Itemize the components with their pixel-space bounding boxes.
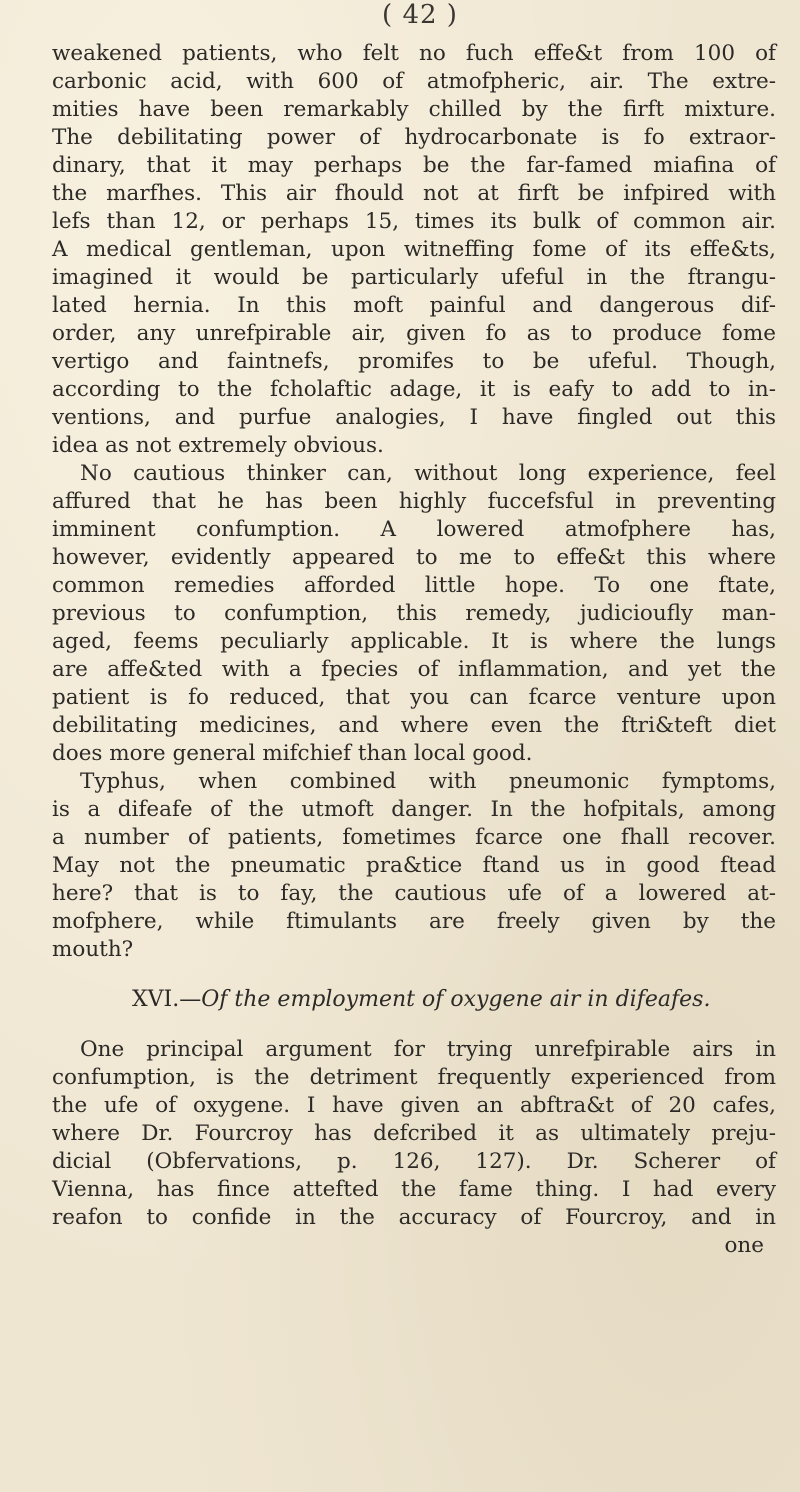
text-line: common remedies afforded little hope. To one ftate, bbox=[52, 573, 776, 598]
text-line: where Dr. Fourcroy has defcribed it as ultimately preju- bbox=[52, 1121, 776, 1146]
section-number: XVI. bbox=[132, 987, 180, 1012]
text-line: does more general mifchief than local good. bbox=[52, 741, 533, 766]
text-line: however, evidently appeared to me to effe&t this where bbox=[52, 545, 776, 570]
paragraph-start-line: No cautious thinker can, without long experience, feel bbox=[80, 461, 776, 486]
text-line: mouth? bbox=[52, 937, 134, 962]
text-line: mities have been remarkably chilled by the firft mixture. bbox=[52, 97, 776, 122]
text-line: debilitating medicines, and where even the ftri&teft diet bbox=[52, 713, 776, 738]
text-line: dicial (Obfervations, p. 126, 127). Dr. Scherer of bbox=[52, 1149, 776, 1174]
page-number: ( 42 ) bbox=[382, 0, 458, 30]
text-line: vertigo and faintnefs, promifes to be ufeful. Though, bbox=[52, 349, 776, 374]
text-line: mofphere, while ftimulants are freely given by the bbox=[52, 909, 776, 934]
text-line: carbonic acid, with 600 of atmofpheric, air. The extre- bbox=[52, 69, 776, 94]
text-line: affured that he has been highly fuccefsful in preventing bbox=[52, 489, 776, 514]
text-line: dinary, that it may perhaps be the far-famed miafina of bbox=[52, 153, 776, 178]
text-line: lefs than 12, or perhaps 15, times its bulk of common air. bbox=[52, 209, 776, 234]
text-line: May not the pneumatic pra&tice ftand us in good ftead bbox=[52, 853, 776, 878]
text-line: order, any unrefpirable air, given fo as to produce fome bbox=[52, 321, 776, 346]
catchword: one bbox=[724, 1233, 764, 1258]
paragraph-start-line: One principal argument for trying unrefpirable airs in bbox=[80, 1037, 776, 1062]
text-line: imagined it would be particularly ufeful in the ftrangu- bbox=[52, 265, 776, 290]
section-heading: XVI.—Of the employment of oxygene air in difeafes. bbox=[132, 987, 711, 1012]
text-line: patient is fo reduced, that you can fcarce venture upon bbox=[52, 685, 776, 710]
text-line: A medical gentleman, upon witneffing fome of its effe&ts, bbox=[52, 237, 776, 262]
paragraph-start-line: Typhus, when combined with pneumonic fymptoms, bbox=[80, 769, 776, 794]
text-line: idea as not extremely obvious. bbox=[52, 433, 384, 458]
text-line: lated hernia. In this moft painful and dangerous dif- bbox=[52, 293, 776, 318]
text-line: here? that is to fay, the cautious ufe of a lowered at- bbox=[52, 881, 776, 906]
text-line: the ufe of oxygene. I have given an abftra&t of 20 cafes, bbox=[52, 1093, 776, 1118]
text-line: previous to confumption, this remedy, judicioufly man- bbox=[52, 601, 776, 626]
text-line: aged, feems peculiarly applicable. It is where the lungs bbox=[52, 629, 776, 654]
text-line: are affe&ted with a fpecies of inflammation, and yet the bbox=[52, 657, 776, 682]
text-line: imminent confumption. A lowered atmofphere has, bbox=[52, 517, 776, 542]
text-line: Vienna, has fince attefted the fame thing. I had every bbox=[52, 1177, 776, 1202]
section-gap bbox=[52, 1020, 776, 1036]
text-line: confumption, is the detriment frequently experienced from bbox=[52, 1065, 776, 1090]
text-line: is a difeafe of the utmoft danger. In the hofpitals, among bbox=[52, 797, 776, 822]
text-line: the marfhes. This air fhould not at firft be infpired with bbox=[52, 181, 776, 206]
text-line: a number of patients, fometimes fcarce one fhall recover. bbox=[52, 825, 776, 850]
text-line: The debilitating power of hydrocarbonate is fo extraor- bbox=[52, 125, 776, 150]
main-text bbox=[52, 40, 776, 1260]
text-line: reafon to confide in the accuracy of Fourcroy, and in bbox=[52, 1205, 776, 1230]
text-line: weakened patients, who felt no fuch effe&t from 100 of bbox=[52, 41, 776, 66]
text-line: according to the fcholaftic adage, it is eafy to add to in- bbox=[52, 377, 776, 402]
text-line: ventions, and purfue analogies, I have fingled out this bbox=[52, 405, 776, 430]
section-gap bbox=[52, 964, 776, 980]
section-title: Of the employment of oxygene air in difeafes. bbox=[201, 987, 711, 1012]
